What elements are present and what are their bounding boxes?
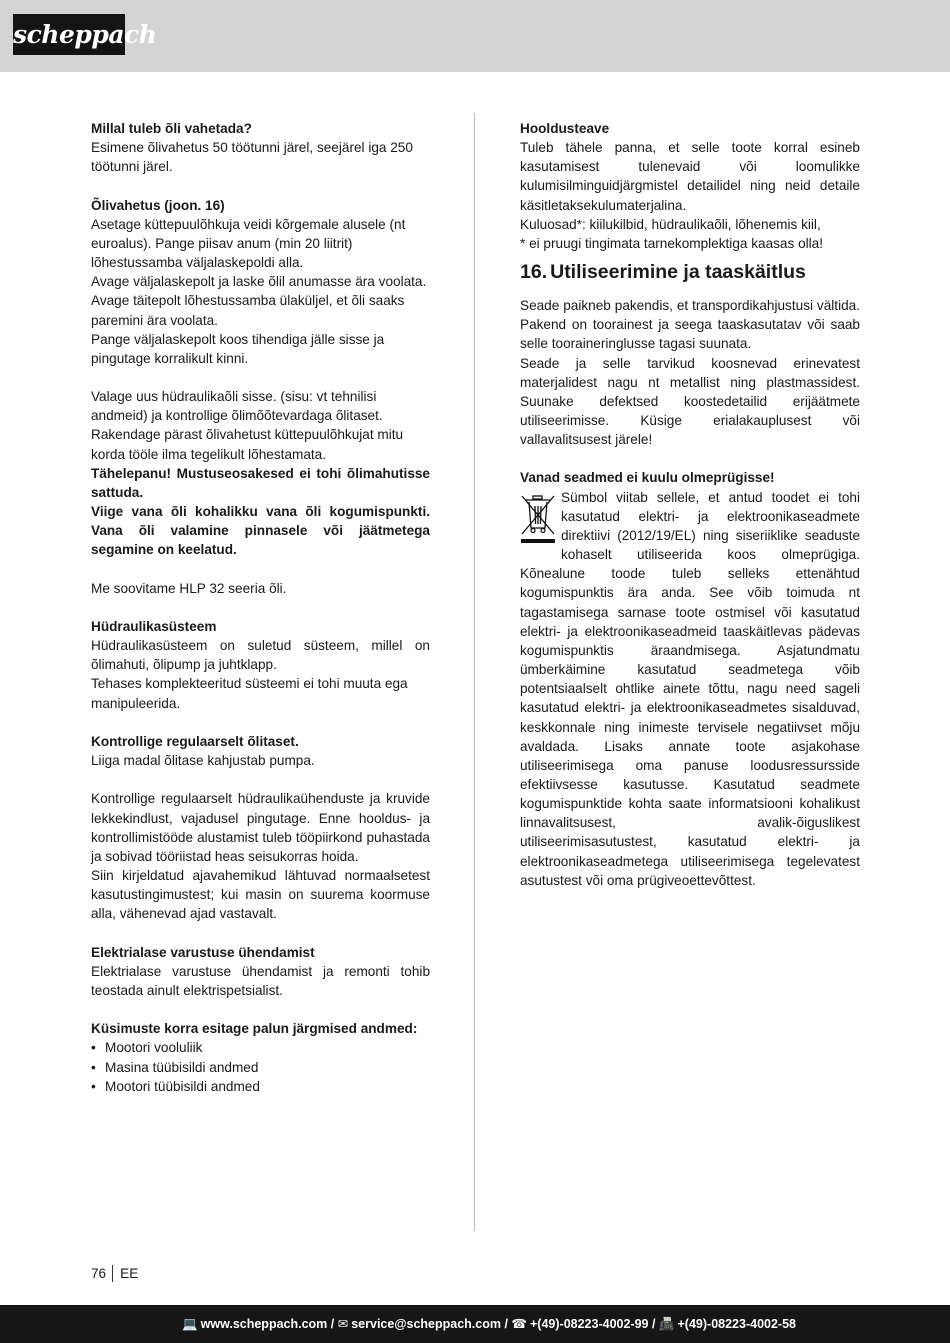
hydraulic-heading: Hüdraulikasüsteem [91,619,217,634]
email-link[interactable]: service@scheppach.com / [351,1317,508,1331]
list-item: • Mootori vooluliik [91,1038,430,1057]
new-oil-p2: Rakendage pärast õlivahetust küttepuulõhkujat mitu korda tööle ilma tegelikult lõhestamata. [91,427,404,462]
oil-change-p1: Asetage küttepuulõhkuja veidi kõrgemale alusele (nt euroalus). Pange piisav anum (min 20 liitrit) lõhestussamba väljalaskepoldi alla. [91,216,406,271]
oil-change-p3: Avage täitepolt lõhestussamba ülaküljel, et õli saaks paremini ära voolata. [91,293,405,328]
service-info-heading: Hooldusteave [520,121,610,136]
phone-icon: ☎ [511,1317,527,1331]
phone-number: +(49)-08223-4002-99 / [530,1317,656,1331]
new-oil-warning-2: Viige vana õli kohalikku vana õli kogumispunkti. Vana õli valamine pinnasele või jäätmetega segamine on keelatud. [91,504,430,558]
questions-list [91,1038,430,1095]
electrical-text: Elektrialase varustuse ühendamist ja remonti tohib teostada ainult elektrispetsialist. [91,963,430,998]
old-devices-heading: Vanad seadmed ei kuulu olmeprügisse! [520,470,775,486]
page-number-block [91,1265,138,1282]
section-title: Utiliseerimine ja taaskäitlus [550,261,806,284]
check-oil-heading: Kontrollige regulaarselt õlitaset. [91,733,299,749]
list-item: • Masina tüübisildi andmed [91,1058,430,1077]
computer-icon: 💻 [182,1317,198,1331]
check-connections-p2: Siin kirjeldatud ajavahemikud lähtuvad normaalsetest kasutustingimustest; kui masin on suurema koormuse alla, vähenevad ajad vastavalt. [91,868,430,922]
right-column [520,119,860,890]
fax-number: +(49)-08223-4002-58 [677,1317,796,1331]
left-column [91,119,430,1096]
contact-footer [0,1305,950,1343]
service-info-p1: Tuleb tähele panna, et selle toote korral esineb kasutamisest tulenevaid või loomulikke kulumisilminguidjärgmistel detailidel ning neid detaile käsitletaksekulumaterjalina. [520,140,860,213]
old-devices-text: Sümbol viitab sellele, et antud toodet ei tohi kasutatud elektri- ja elektroonikaseadmete direktiivi (2012/19/EL) ning siseriiklike seaduste kohaselt utiliseerida koos olmeprügiga. Kõnealune toode tuleb selleks ettenähtud kogumispunktis ära anda. See võib toimuda nt tagastamisega sarnase toote ostmisel või kasutatud elektri- ja elektroonikaseadmeid taaskäitlevas pädevas kogumispunktis äraandmisega. Asjatundmatu ümberkäimine kasutatud seadmetega võib potentsiaalselt ohtlike ainete tõttu, nagu need sageli kasutatud elektri- ja elektroonikaseadmetes sisalduvad, keskkonnale ning inimeste tervisele negatiivset mõju avaldada. Lisaks annate toote asjakohase utiliseerimisega oma panuse loodusressursside efektiivsesse kasutusse. Kasutatud seadmete kogumispunktide kohta saate informatsiooni kohalikust linnavalitsusest, avalik-õiguslikest utiliseerimisasutustest, kasutatud elektri- ja elektroonikaseadmetega utiliseerimisega tegelevatest asutustest või oma prügiveoettevõttest. [520,489,860,888]
questions-heading: Küsimuste korra esitage palun järgmised andmed: [91,1021,418,1037]
section-16-title [520,253,860,296]
electrical-heading: Elektrialase varustuse ühendamist [91,944,315,960]
scheppach-logo: scheppach [13,14,125,55]
page-number: 76 [91,1265,113,1282]
language-code: EE [120,1266,139,1281]
section-16-p1: Seade paikneb pakendis, et transpordikahjustusi vältida. Pakend on toorainest ja seega taaskasutatav või saab selle tooraineringlusse tagasi suunata. [520,298,860,352]
oil-change-heading: Õlivahetus (joon. 16) [91,197,225,213]
oil-change-when-text: Esimene õlivahetus 50 töötunni järel, seejärel iga 250 töötunni järel. [91,140,413,175]
hydraulic-p1: Hüdraulikasüsteem on suletud süsteem, millel on õlimahuti, õlipump ja juhtklapp. [91,638,430,673]
check-connections-p1: Kontrollige regulaarselt hüdraulikaühenduste ja kruvide lekkekindlust, vajadusel pingutage. Enne hooldus- ja kontrollimistööde alustamist tuleb tööpiirkond puhastada ja sobivad tööriistad heas seisukorras hoida. [91,791,430,864]
weee-crossed-bin-icon [520,494,556,546]
fax-icon: 📠 [658,1317,675,1331]
new-oil-warning: Tähelepanu! Mustuseosakesed ei tohi õlimahutisse sattuda. [91,465,430,500]
oil-change-p4: Pange väljalaskepolt koos tihendiga jälle sisse ja pingutage korralikult kinni. [91,331,385,366]
section-16-p2: Seade ja selle tarvikud koosnevad erinevatest materjalidest nagu nt metallist ning plastmassidest. Suunake defektsed koostedetailid erijäätmete utiliseerimisse. Küsige erialakauplusest või vallavalitsusest järele! [520,355,860,448]
oil-change-p2: Avage väljalaskepolt ja laske õlil anumasse ära voolata. [91,274,427,290]
check-oil-text: Liiga madal õlitase kahjustab pumpa. [91,753,315,769]
website-link[interactable]: www.scheppach.com / [200,1317,335,1331]
oil-change-when-heading: Millal tuleb õli vahetada? [91,121,252,136]
hydraulic-p2: Tehases komplekteeritud süsteemi ei tohi muuta ega manipuleerida. [91,676,408,711]
new-oil-p1: Valage uus hüdraulikaõli sisse. (sisu: vt tehnilisi andmeid) ja kontrollige õlimõõtevardaga õlitaset. [91,389,383,424]
section-number: 16. [520,261,548,284]
list-item: • Mootori tüübisildi andmed [91,1077,430,1096]
oil-recommendation: Me soovitame HLP 32 seeria õli. [91,580,287,596]
service-info-p2: Kuluosad*: kiilukilbid, hüdraulikaõli, lõhenemis kiil, [520,216,821,232]
mail-icon: ✉ [337,1317,349,1331]
column-divider [474,113,475,1231]
page-header [0,0,950,72]
service-info-p3: * ei pruugi tingimata tarnekomplektiga kaasas olla! [520,235,824,251]
